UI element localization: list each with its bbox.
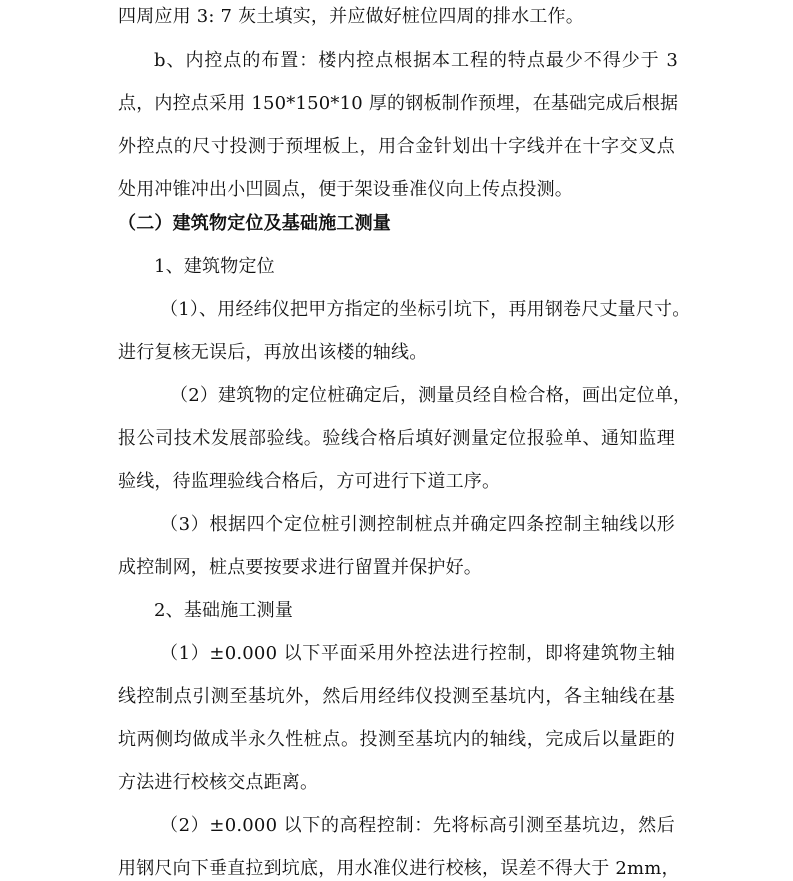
paragraph-line: 用钢尺向下垂直拉到坑底，用水准仪进行校核，误差不得大于 2mm， bbox=[118, 858, 680, 879]
section-heading: （二）建筑物定位及基础施工测量 bbox=[118, 213, 391, 234]
paragraph-line: 报公司技术发展部验线。验线合格后填好测量定位报验单、通知监理 bbox=[118, 428, 675, 449]
paragraph-line: （1）、用经纬仪把甲方指定的坐标引坑下，再用钢卷尺丈量尺寸。 bbox=[160, 299, 691, 320]
paragraph-line: 四周应用 3: 7 灰土填实，并应做好桩位四周的排水工作。 bbox=[118, 6, 584, 27]
paragraph-line: 验线，待监理验线合格后，方可进行下道工序。 bbox=[118, 471, 501, 492]
paragraph-line: 线控制点引测至基坑外，然后用经纬仪投测至基坑内，各主轴线在基 bbox=[118, 686, 675, 707]
paragraph-line: 方法进行校核交点距离。 bbox=[118, 772, 319, 793]
paragraph-line: （2）建筑物的定位桩确定后，测量员经自检合格，画出定位单， bbox=[170, 385, 692, 406]
paragraph-line: 成控制网，桩点要按要求进行留置并保护好。 bbox=[118, 557, 482, 578]
paragraph-line: （3）根据四个定位桩引测控制桩点并确定四条控制主轴线以形 bbox=[160, 514, 675, 535]
paragraph-line: 处用冲锥冲出小凹圆点，便于架设垂准仪向上传点投测。 bbox=[118, 179, 573, 200]
paragraph-line: （1）±0.000 以下平面采用外控法进行控制，即将建筑物主轴 bbox=[160, 643, 675, 664]
paragraph-line: 点，内控点采用 150*150*10 厚的钢板制作预埋，在基础完成后根据 bbox=[118, 93, 679, 114]
paragraph-line: 进行复核无误后，再放出该楼的轴线。 bbox=[118, 342, 428, 363]
paragraph-line: b、内控点的布置：楼内控点根据本工程的特点最少不得少于 3 bbox=[154, 50, 678, 71]
subsection-heading: 1、建筑物定位 bbox=[154, 256, 275, 277]
subsection-heading: 2、基础施工测量 bbox=[154, 600, 294, 621]
paragraph-line: 外控点的尺寸投测于预埋板上，用合金针划出十字线并在十字交叉点 bbox=[118, 136, 675, 157]
paragraph-line: （2）±0.000 以下的高程控制：先将标高引测至基坑边，然后 bbox=[160, 815, 675, 836]
paragraph-line: 坑两侧均做成半永久性桩点。投测至基坑内的轴线，完成后以量距的 bbox=[118, 729, 675, 750]
